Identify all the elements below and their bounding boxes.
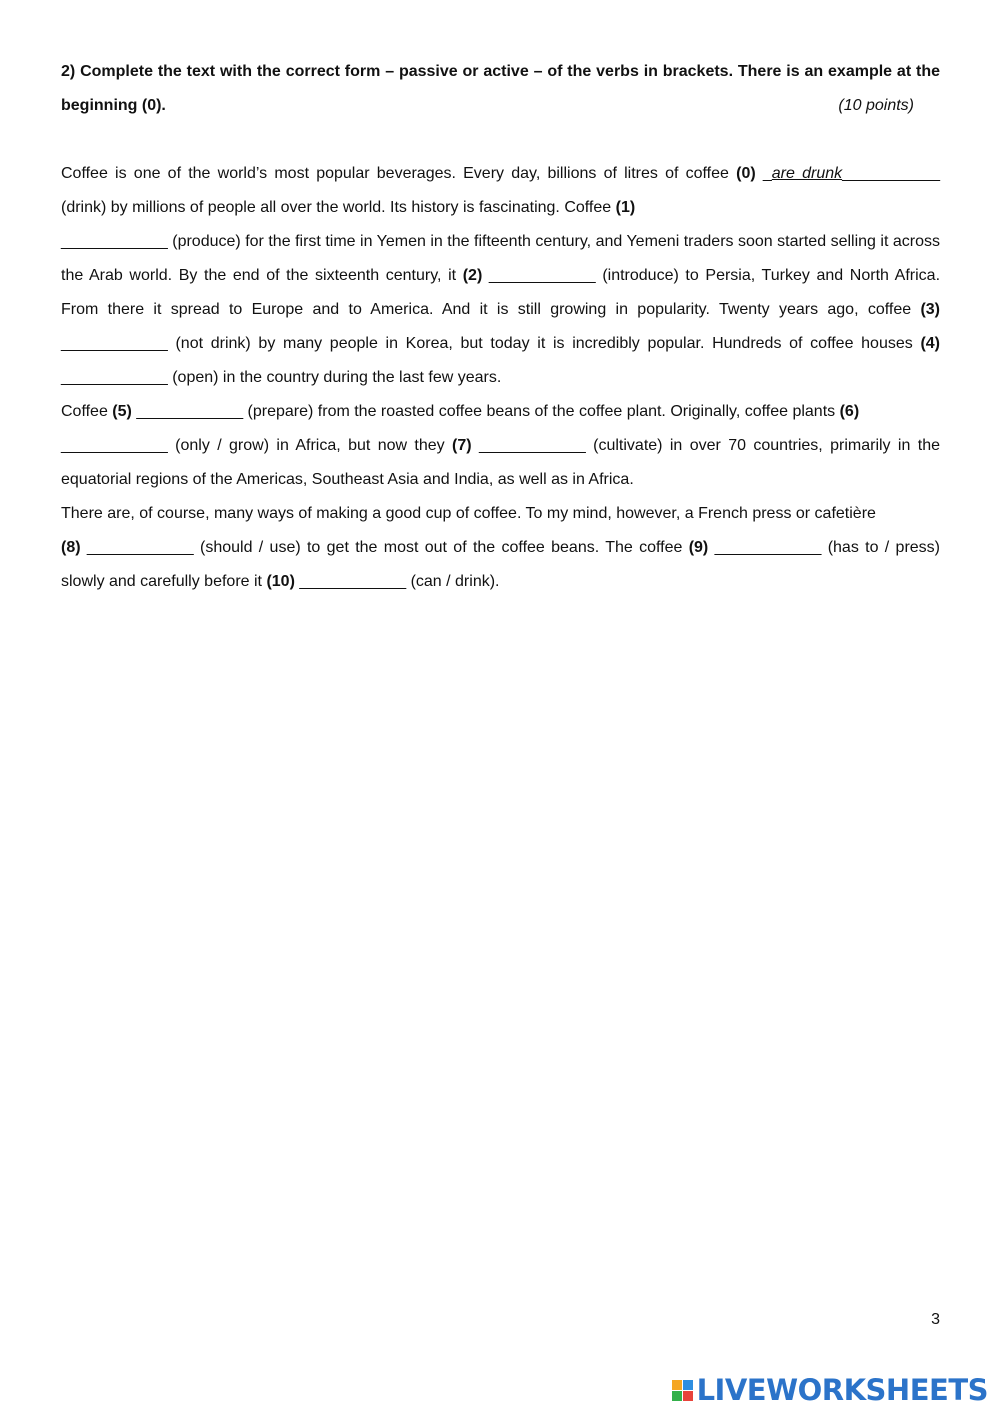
text-segment: (prepare) from the roasted coffee beans of the coffee plant. Originally, coffee plants (243, 403, 840, 420)
answer-blank-7[interactable]: ____________ (478, 437, 586, 454)
gap-number-9: (9) (688, 539, 709, 556)
gap-number-5: (5) (112, 403, 132, 420)
logo-square (672, 1380, 682, 1390)
answer-blank-6[interactable]: ____________ (61, 437, 168, 454)
exercise-instruction (61, 55, 940, 123)
text-segment: (not drink) by many people in Korea, but today it is incredibly popular. Hundreds of coffee houses (167, 335, 921, 352)
example-underline: ___________ (842, 165, 941, 182)
text-segment: (should / use) to get the most out of the coffee beans. The coffee (193, 539, 689, 556)
example-answer: are drunk (771, 165, 843, 182)
gap-number-4: (4) (920, 335, 940, 352)
paragraph-1 (61, 157, 940, 395)
liveworksheets-logo (672, 1373, 988, 1407)
answer-blank-4[interactable]: ____________ (61, 369, 168, 386)
answer-blank-3[interactable]: ____________ (61, 335, 168, 352)
exercise-passage (61, 157, 940, 599)
answer-blank-2[interactable]: ____________ (488, 267, 596, 284)
text-segment: (drink) by millions of people all over the world. Its history is fascinating. Coffee (61, 199, 616, 216)
gap-number-8: (8) (61, 539, 81, 556)
gap-number-10: (10) (266, 573, 295, 590)
answer-blank-10[interactable]: ____________ (299, 573, 407, 590)
text-segment: Coffee is one of the world’s most popular beverages. Every day, billions of litres of coffee (61, 165, 737, 182)
paragraph-3 (61, 497, 940, 599)
text-segment: (only / grow) in Africa, but now they (167, 437, 453, 454)
text-segment: (cultivate) in over 70 countries, primarily in the equatorial regions of the Americas, Southeast Asia and India, as well as in Africa. (61, 437, 940, 488)
gap-number-1: (1) (615, 199, 636, 216)
example-lead: _ (755, 165, 772, 182)
logo-square (683, 1380, 693, 1390)
answer-blank-8[interactable]: ____________ (86, 539, 194, 556)
paragraph-2 (61, 395, 940, 497)
brand-name: LIVEWORKSHEETS (696, 1373, 988, 1407)
gap-number-0: (0) (736, 165, 756, 182)
logo-square (683, 1391, 693, 1401)
live-squares-icon (672, 1380, 693, 1401)
answer-blank-9[interactable]: ____________ (714, 539, 822, 556)
text-segment: (has to / press) slowly and carefully before it (61, 539, 941, 590)
worksheet-page (61, 55, 940, 599)
gap-number-6: (6) (839, 403, 860, 420)
gap-number-7: (7) (452, 437, 472, 454)
logo-square (672, 1391, 682, 1401)
instruction-text: 2) Complete the text with the correct form – passive or active – of the verbs in brackets. There is an example at the beginning (0). (61, 63, 940, 114)
gap-number-3: (3) (920, 301, 940, 318)
text-segment: (open) in the country during the last few years. (167, 369, 502, 386)
answer-blank-1[interactable]: ____________ (61, 233, 168, 250)
text-segment: (can / drink). (406, 573, 500, 590)
gap-number-2: (2) (462, 267, 483, 284)
text-segment: (produce) for the first time in Yemen in the fifteenth century, and Yemeni traders soon started selling it across the Arab world. By the end of the sixteenth century, it (61, 233, 940, 284)
answer-blank-5[interactable]: ____________ (136, 403, 244, 420)
text-segment: (introduce) to Persia, Turkey and North Africa. From there it spread to Europe and to America. And it is still growing in popularity. Twenty years ago, coffee (61, 267, 941, 318)
page-number: 3 (931, 1311, 940, 1328)
points-label: (10 points) (838, 97, 914, 114)
text-segment: There are, of course, many ways of making a good cup of coffee. To my mind, however, a French press or cafetière (61, 505, 876, 522)
text-segment: Coffee (61, 403, 113, 420)
